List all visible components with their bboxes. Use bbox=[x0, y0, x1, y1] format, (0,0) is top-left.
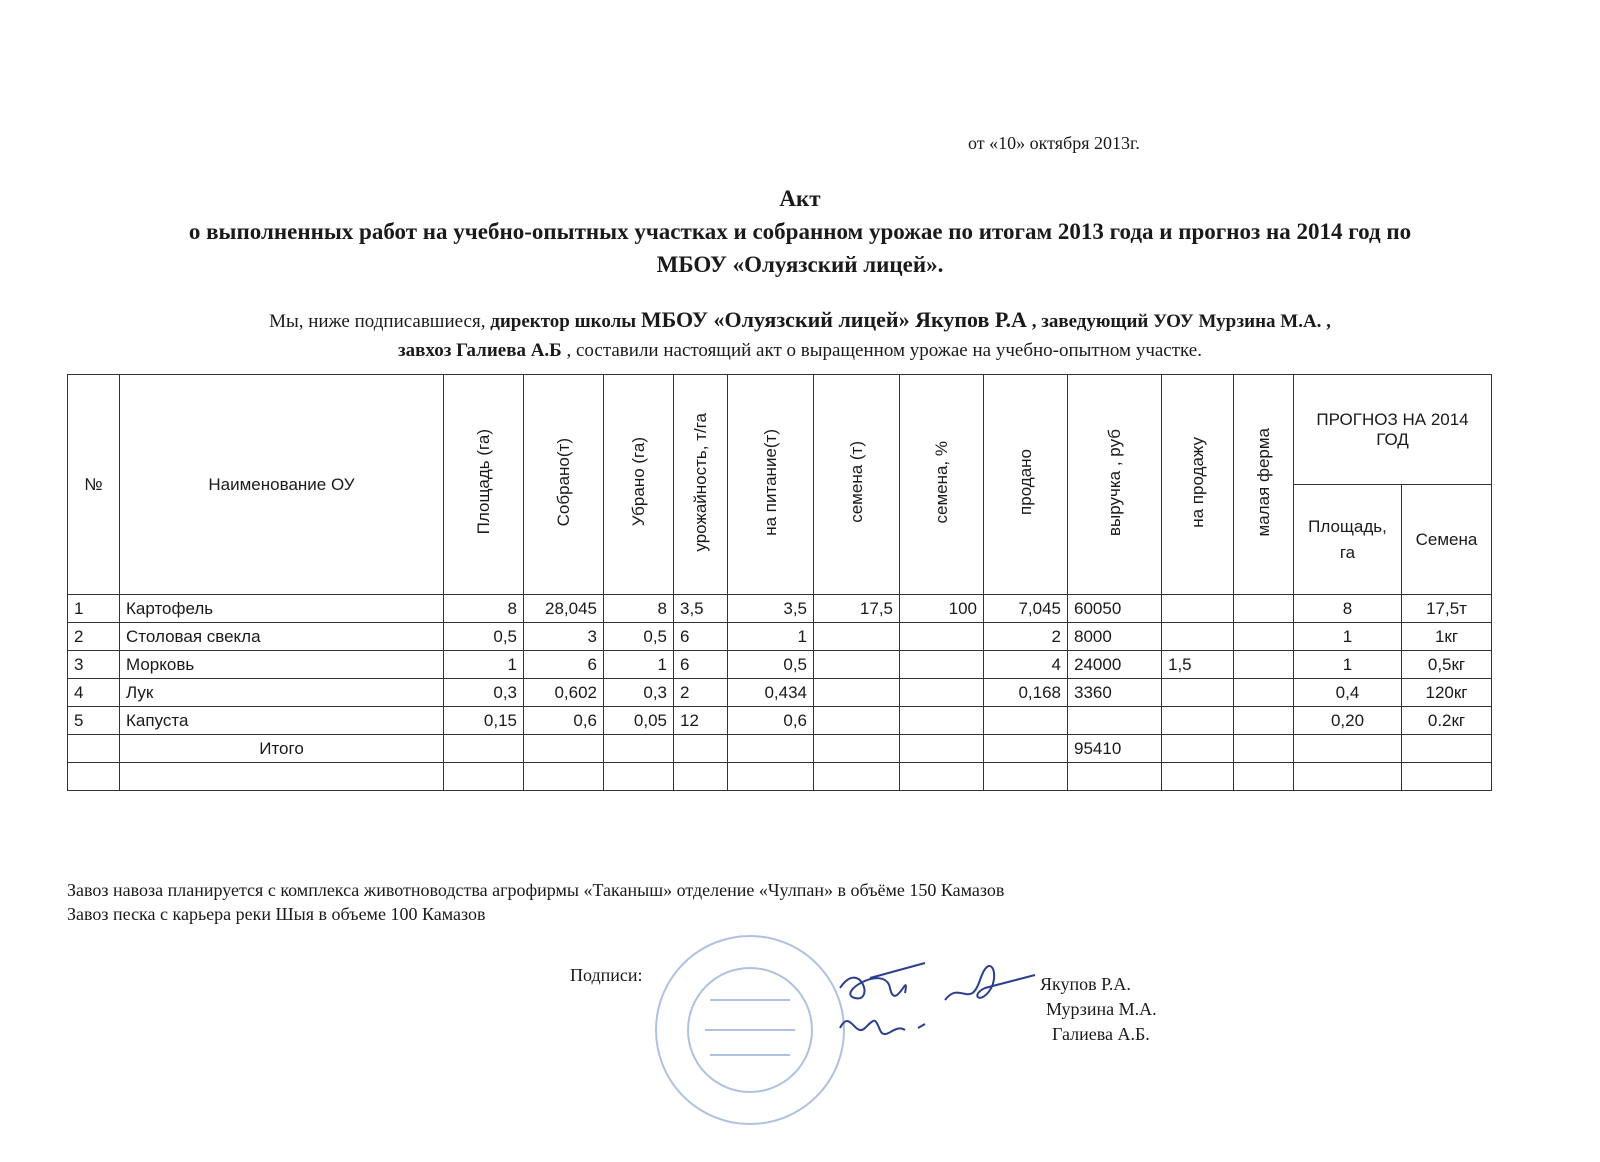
cell-f-area: 8 bbox=[1294, 595, 1402, 623]
cell-f-seeds: 0,5кг bbox=[1402, 651, 1492, 679]
notes bbox=[67, 878, 1004, 926]
empty-row bbox=[68, 763, 1492, 791]
intro-director-label: директор школы bbox=[490, 311, 641, 332]
cell-f-area: 0,20 bbox=[1294, 707, 1402, 735]
cell-num: 1 bbox=[68, 595, 120, 623]
header-num: № bbox=[68, 375, 120, 595]
table-row bbox=[68, 679, 1492, 707]
cell-sold: 4 bbox=[984, 651, 1068, 679]
cell-seeds-t bbox=[814, 679, 900, 707]
cell-seeds-pct: 100 bbox=[900, 595, 984, 623]
header-forecast-seeds: Семена bbox=[1402, 485, 1492, 595]
header-food: на питание(т) bbox=[728, 375, 814, 595]
cell-f-area: 1 bbox=[1294, 623, 1402, 651]
cell-revenue: 3360 bbox=[1068, 679, 1162, 707]
cell-f-seeds: 120кг bbox=[1402, 679, 1492, 707]
cell-area: 0,5 bbox=[444, 623, 524, 651]
cell-food: 0,6 bbox=[728, 707, 814, 735]
cell-name: Морковь bbox=[120, 651, 444, 679]
document-subtitle-line1: о выполненных работ на учебно-опытных участках и собранном урожае по итогам 2013 года и прогноз на 2014 год по bbox=[188, 219, 1412, 244]
cell-food: 3,5 bbox=[728, 595, 814, 623]
signer-yakupov: Якупов Р.А. bbox=[1040, 974, 1131, 994]
cell-area: 0,15 bbox=[444, 707, 524, 735]
cell-num: 5 bbox=[68, 707, 120, 735]
header-sold: продано bbox=[984, 375, 1068, 595]
cell-farm bbox=[1234, 679, 1294, 707]
header-forecast: ПРОГНОЗ НА 2014 ГОД bbox=[1294, 375, 1492, 485]
cell-food: 0,5 bbox=[728, 651, 814, 679]
intro-director-name: МБОУ «Олуязский лицей» Якупов Р.А bbox=[640, 307, 1027, 332]
note-manure: Завоз навоза планируется с комплекса животноводства агрофирмы «Таканыш» отделение «Чулпан» в объёме 150 Камазов bbox=[67, 880, 1005, 900]
cell-sold: 0,168 bbox=[984, 679, 1068, 707]
cell-for-sale: 1,5 bbox=[1162, 651, 1234, 679]
cell-for-sale bbox=[1162, 595, 1234, 623]
header-seeds-t: семена (т) bbox=[814, 375, 900, 595]
table-row bbox=[68, 651, 1492, 679]
header-collected: Собрано(т) bbox=[524, 375, 604, 595]
total-revenue: 95410 bbox=[1068, 735, 1162, 763]
cell-revenue: 24000 bbox=[1068, 651, 1162, 679]
total-label: Итого bbox=[120, 735, 444, 763]
cell-name: Капуста bbox=[120, 707, 444, 735]
header-for-sale: на продажу bbox=[1162, 375, 1234, 595]
total-row bbox=[68, 735, 1492, 763]
cell-revenue: 60050 bbox=[1068, 595, 1162, 623]
header-yield: урожайность, т/га bbox=[674, 375, 728, 595]
cell-farm bbox=[1234, 595, 1294, 623]
cell-sold: 2 bbox=[984, 623, 1068, 651]
cell-f-area: 0,4 bbox=[1294, 679, 1402, 707]
cell-collected: 3 bbox=[524, 623, 604, 651]
header-name: Наименование ОУ bbox=[120, 375, 444, 595]
cell-for-sale bbox=[1162, 623, 1234, 651]
cell-harvested: 0,05 bbox=[604, 707, 674, 735]
cell-f-seeds: 17,5т bbox=[1402, 595, 1492, 623]
header-revenue: выручка , руб bbox=[1068, 375, 1162, 595]
table-row bbox=[68, 623, 1492, 651]
cell-for-sale bbox=[1162, 679, 1234, 707]
cell-num: 4 bbox=[68, 679, 120, 707]
cell-farm bbox=[1234, 651, 1294, 679]
cell-area: 8 bbox=[444, 595, 524, 623]
cell-collected: 6 bbox=[524, 651, 604, 679]
cell-food: 1 bbox=[728, 623, 814, 651]
cell-yield: 2 bbox=[674, 679, 728, 707]
header-area: Площадь (га) bbox=[444, 375, 524, 595]
signer-murzina: Мурзина М.А. bbox=[1046, 999, 1157, 1019]
document-subtitle-line2: МБОУ «Олуязский лицей». bbox=[656, 252, 944, 277]
cell-harvested: 8 bbox=[604, 595, 674, 623]
cell-f-seeds: 0.2кг bbox=[1402, 707, 1492, 735]
note-sand: Завоз песка с карьера реки Шыя в объеме 100 Камазов bbox=[67, 904, 486, 924]
cell-seeds-t: 17,5 bbox=[814, 595, 900, 623]
cell-num: 3 bbox=[68, 651, 120, 679]
intro-caretaker: завхоз Галиева А.Б bbox=[398, 340, 562, 361]
intro-text: Мы, ниже подписавшиеся, bbox=[269, 311, 491, 332]
table-row bbox=[68, 707, 1492, 735]
table-body bbox=[68, 595, 1492, 735]
cell-area: 1 bbox=[444, 651, 524, 679]
cell-name: Столовая свекла bbox=[120, 623, 444, 651]
cell-name: Лук bbox=[120, 679, 444, 707]
intro-head-uou: , заведующий УОУ Мурзина М.А. , bbox=[1026, 311, 1331, 332]
cell-area: 0,3 bbox=[444, 679, 524, 707]
cell-seeds-pct bbox=[900, 679, 984, 707]
cell-yield: 6 bbox=[674, 623, 728, 651]
header-harvested: Убрано (га) bbox=[604, 375, 674, 595]
intro-paragraph bbox=[80, 305, 1520, 365]
header-seeds-pct: семена, % bbox=[900, 375, 984, 595]
cell-farm bbox=[1234, 707, 1294, 735]
cell-seeds-t bbox=[814, 623, 900, 651]
intro-text-end: , составили настоящий акт о выращенном урожае на учебно-опытном участке. bbox=[561, 340, 1202, 361]
cell-collected: 28,045 bbox=[524, 595, 604, 623]
signer-galieva: Галиева А.Б. bbox=[1052, 1024, 1150, 1044]
cell-harvested: 1 bbox=[604, 651, 674, 679]
harvest-table bbox=[67, 374, 1492, 791]
cell-harvested: 0,5 bbox=[604, 623, 674, 651]
signatures-label: Подписи: bbox=[570, 965, 643, 985]
signature-1 bbox=[830, 958, 940, 1058]
cell-sold: 7,045 bbox=[984, 595, 1068, 623]
cell-sold bbox=[984, 707, 1068, 735]
cell-for-sale bbox=[1162, 707, 1234, 735]
cell-revenue: 8000 bbox=[1068, 623, 1162, 651]
cell-seeds-pct bbox=[900, 651, 984, 679]
cell-name: Картофель bbox=[120, 595, 444, 623]
table-row bbox=[68, 595, 1492, 623]
document-date: от «10» октября 2013г. bbox=[968, 133, 1140, 153]
title-block bbox=[60, 182, 1540, 281]
document-title: Акт bbox=[779, 186, 821, 211]
cell-seeds-t bbox=[814, 707, 900, 735]
header-forecast-area: Площадь, га bbox=[1294, 485, 1402, 595]
signature-names bbox=[1040, 972, 1157, 1047]
cell-revenue bbox=[1068, 707, 1162, 735]
cell-harvested: 0,3 bbox=[604, 679, 674, 707]
header-farm: малая ферма bbox=[1234, 375, 1294, 595]
cell-f-area: 1 bbox=[1294, 651, 1402, 679]
cell-f-seeds: 1кг bbox=[1402, 623, 1492, 651]
cell-seeds-pct bbox=[900, 707, 984, 735]
cell-seeds-pct bbox=[900, 623, 984, 651]
cell-yield: 6 bbox=[674, 651, 728, 679]
cell-num: 2 bbox=[68, 623, 120, 651]
cell-food: 0,434 bbox=[728, 679, 814, 707]
cell-farm bbox=[1234, 623, 1294, 651]
cell-seeds-t bbox=[814, 651, 900, 679]
school-stamp bbox=[650, 930, 850, 1130]
cell-yield: 3,5 bbox=[674, 595, 728, 623]
cell-collected: 0,6 bbox=[524, 707, 604, 735]
signature-2 bbox=[940, 960, 1040, 1020]
cell-yield: 12 bbox=[674, 707, 728, 735]
cell-collected: 0,602 bbox=[524, 679, 604, 707]
